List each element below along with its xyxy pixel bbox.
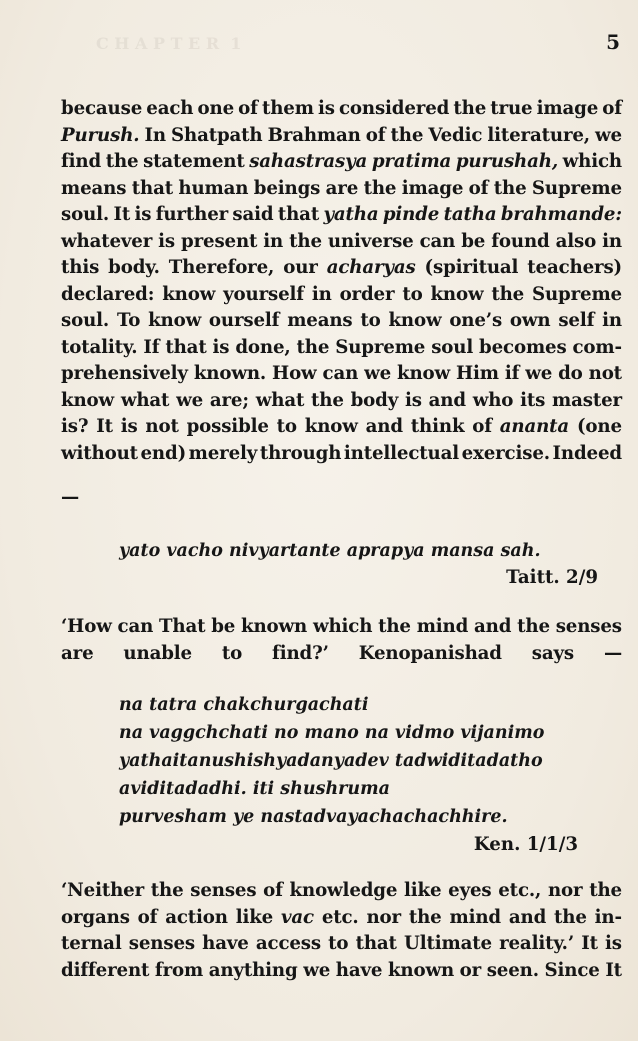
word: ananta [499,416,570,437]
word: anything [208,959,298,981]
quote-1-reference: Taitt. 2/9 [506,567,598,588]
word: know [397,363,451,384]
quote-2-verse-line: na vaggchchati no mano na vidmo vijanimo [119,723,545,743]
word: to [360,310,381,331]
word: find?’ [272,642,329,664]
word: not [145,416,179,437]
word: the [589,880,622,901]
word: and [508,906,547,928]
word: of [238,98,258,119]
word: beings [253,177,321,199]
word: which [562,151,622,172]
word: to [328,933,349,954]
word: unable [123,642,192,664]
text-line [61,176,622,203]
text-line [61,229,622,256]
text-line [61,441,622,468]
word: our [283,257,318,278]
word: nor [547,880,583,901]
word: the [289,230,322,252]
word: Supreme [531,283,622,305]
word: own [509,310,551,331]
text-line [61,308,622,335]
word: them [261,98,314,119]
word: knowledge [289,880,398,901]
word: the [491,283,525,305]
text-line [61,335,622,362]
word: of [263,880,283,901]
word: are [61,642,94,664]
word: we [525,363,553,384]
word: be [461,230,486,252]
word: statement [143,151,245,172]
word: It [581,933,598,954]
text-line [61,202,622,229]
word: Since [544,959,600,981]
word: we [303,959,331,981]
word: sahastrasya [249,151,368,172]
word: done, [235,336,291,358]
paragraph-2 [61,614,622,667]
word: said [232,204,274,225]
word: think [410,416,465,437]
word: human [178,177,249,199]
word: mind [449,906,501,928]
word: merely [188,442,258,464]
word: from [154,959,204,981]
text-line [61,905,622,932]
word: action [165,906,228,928]
word: pinde [382,204,440,225]
word: different [61,959,150,981]
word: or [459,959,482,981]
word: Therefore, [168,257,275,278]
word: can [322,363,359,384]
word: end) [140,442,187,464]
word: this [61,257,100,278]
word: in [311,283,332,305]
word: reality.’ [499,933,575,954]
text-line [61,878,622,905]
word: etc., [498,880,542,901]
word: and [365,416,403,437]
text-line [61,614,622,641]
word: we [176,389,204,411]
em-dash: — [61,487,80,508]
word: like [235,906,274,928]
word: know [162,283,216,305]
word: the [311,389,344,411]
text-line [61,388,622,415]
word: image [401,177,464,199]
word: in [602,310,622,331]
word: in- [594,906,622,928]
word: also [555,230,597,252]
word: is [134,204,152,225]
word: literature, [487,124,590,146]
text-line [61,123,622,150]
word: means [287,310,353,331]
word: prehensively [61,363,188,384]
word: know [388,310,442,331]
word: nor [366,906,401,928]
word: Kenopanishad [358,642,502,664]
word: have [202,933,249,954]
word: who [472,389,514,411]
word: order [339,283,395,305]
word: body [350,389,399,411]
word: Him [455,363,499,384]
word: true [490,98,533,119]
word: be [211,616,236,637]
word: Ultimate [404,933,492,954]
word: totality. [61,336,138,358]
text-line [61,255,622,282]
word: in [263,230,284,252]
word: are; [209,389,249,411]
word: to [276,416,297,437]
word: becomes [479,336,567,358]
word: do [558,363,583,384]
word: the [363,177,397,199]
word: is [212,336,230,358]
word: and [474,616,512,637]
word: In [144,124,166,146]
word: Purush. [61,124,140,146]
word: — [603,642,622,664]
word: soul. [61,310,110,331]
word: To [116,310,141,331]
word: Supreme [335,336,426,358]
word: the [453,98,487,119]
word: com- [572,336,622,358]
word: to [402,283,423,305]
word: is [404,389,422,411]
word: through [259,442,342,464]
word: It [113,204,131,225]
word: ‘Neither [61,880,145,901]
word: one’s [449,310,503,331]
word: know [304,416,358,437]
word: the [390,124,424,146]
word: present [181,230,258,252]
word: we [364,363,392,384]
word: etc. [321,906,359,928]
word: because [61,98,143,119]
text-line [61,96,622,123]
word: means [61,177,127,199]
word: exercise. [461,442,550,464]
word: tatha [443,204,497,225]
word: That [159,616,206,637]
word: know [430,283,484,305]
word: have [335,959,383,981]
word: ternal [61,933,122,954]
word: seen. [486,959,539,981]
word: the [105,151,139,172]
word: know [148,310,202,331]
word: If [143,336,160,358]
word: possible [186,416,269,437]
word: is [605,933,622,954]
word: of [137,906,158,928]
word: Shatpath [171,124,263,146]
word: senses [555,616,622,637]
word: pratima [371,151,452,172]
word: ourself [208,310,280,331]
quote-1-verse: yato vacho nivyartante aprapya mansa sah. [119,541,541,561]
word: known [387,959,455,981]
word: not [588,363,622,384]
word: known [241,616,308,637]
word: if [504,363,520,384]
quote-2-reference: Ken. 1/1/3 [473,834,578,855]
word: brahmande: [500,204,622,225]
text-line [61,361,622,388]
word: considered [338,98,450,119]
word: purushah, [455,151,559,172]
quote-2-verse-line: aviditadadhi. iti shushruma [119,779,390,799]
word: the [493,177,527,199]
word: Supreme [531,177,622,199]
word: It [605,959,622,981]
word: that [277,204,320,225]
paragraph-3 [61,878,622,984]
word: and [428,389,466,411]
text-line [61,282,622,309]
word: which [312,616,373,637]
word: yatha [323,204,379,225]
quote-2-verse-line: purvesham ye nastadvayachachachhire. [119,807,508,827]
word: we [595,124,622,146]
word: that [131,177,173,199]
word: is [120,416,138,437]
word: self [558,310,595,331]
word: soul [431,336,474,358]
word: found [491,230,550,252]
word: that [165,336,207,358]
word: senses [190,880,257,901]
word: the [554,906,587,928]
word: one [197,98,234,119]
word: senses [128,933,195,954]
word: is? [61,416,89,437]
word: to [221,642,243,664]
word: what [255,389,305,411]
word: Indeed [552,442,622,464]
word: (spiritual [424,257,519,278]
quote-2-verse-line: na tatra chakchurgachati [119,695,369,715]
word: says [531,642,575,664]
quote-2-verse-line: yathaitanushishyadanyadev tadwiditadatho [119,751,543,771]
word: its [520,389,546,411]
word: of [602,98,622,119]
word: are [325,177,359,199]
word: (one [576,416,622,437]
word: what [120,389,170,411]
word: further [155,204,229,225]
word: image [536,98,599,119]
word: can [117,616,154,637]
word: find [61,151,102,172]
word: of [472,416,492,437]
word: the [296,336,330,358]
word: teachers) [527,257,622,278]
text-line [61,414,622,441]
word: without [61,442,138,464]
word: whatever [61,230,153,252]
word: vac [280,906,314,928]
word: intellectual [343,442,459,464]
bleed-through-header: C H A P T E R 1 [96,34,242,53]
word: ‘How [61,616,112,637]
text-line [61,958,622,985]
word: organs [61,906,130,928]
word: It [96,416,113,437]
word: acharyas [326,257,416,278]
word: know [61,389,115,411]
word: body. [108,257,160,278]
word: eyes [448,880,492,901]
paragraph-1 [61,96,622,467]
word: Vedic [428,124,483,146]
word: can [419,230,456,252]
word: of [468,177,489,199]
word: in [602,230,622,252]
word: mind [416,616,469,637]
word: the [517,616,550,637]
word: the [378,616,411,637]
page-number: 5 [606,30,620,54]
word: each [146,98,194,119]
word: Brahman [267,124,361,146]
word: of [365,124,386,146]
word: is [317,98,335,119]
word: is [158,230,176,252]
word: access [255,933,321,954]
text-line [61,149,622,176]
word: soul. [61,204,110,225]
word: master [552,389,622,411]
word: the [150,880,184,901]
word: How [272,363,317,384]
word: known. [193,363,267,384]
text-line [61,931,622,958]
word: that [355,933,397,954]
word: like [404,880,442,901]
word: yourself [223,283,304,305]
word: the [408,906,442,928]
word: declared: [61,283,155,305]
text-line [61,641,622,668]
word: universe [327,230,414,252]
